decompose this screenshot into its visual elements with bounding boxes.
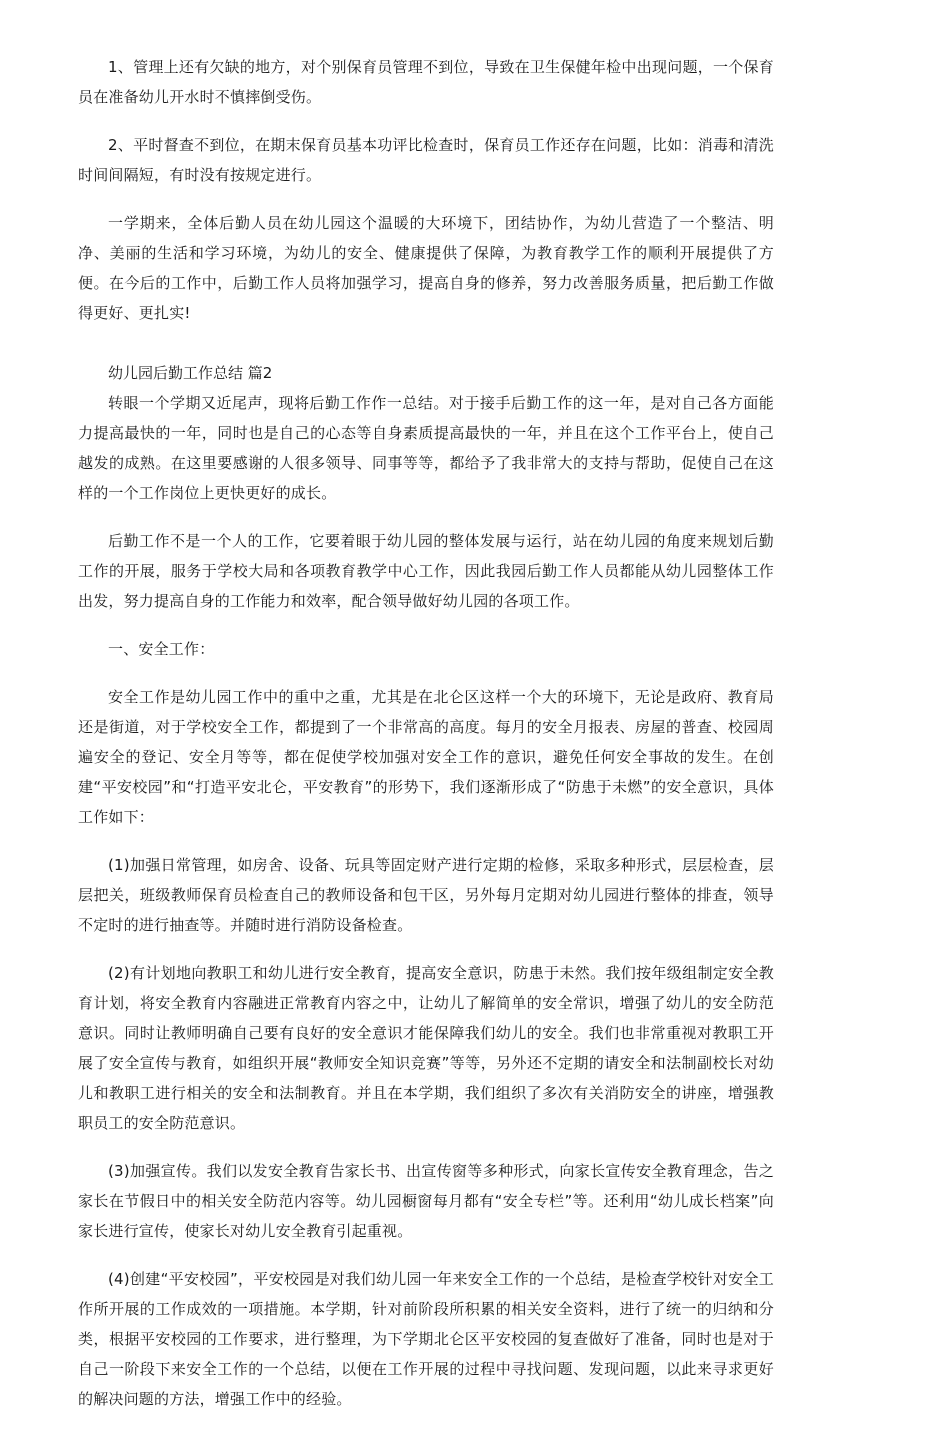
paragraph-overview: 后勤工作不是一个人的工作，它要着眼于幼儿园的整体发展与运行，站在幼儿园的角度来规划后勤工作的开展，服务于学校大局和各项教育教学中心工作，因此我园后勤工作人员都能从幼儿园整体工作出发，努力提高自身的工作能力和效率，配合领导做好幼儿园的各项工作。 (78, 532, 774, 610)
paragraph-safety-item-4: (4)创建“平安校园”，平安校园是对我们幼儿园一年来安全工作的一个总结，是检查学校针对安全工作所开展的工作成效的一项措施。本学期，针对前阶段所积累的相关安全资料，进行了统一的归纳和分类，根据平安校园的工作要求，进行整理，为下学期北仑区平安校园的复查做好了准备，同时也是对于自己一阶段下来安全工作的一个总结，以便在工作开展的过程中寻找问题、发现问题，以此来寻求更好的解决问题的方法，增强工作中的经验。 (78, 1270, 774, 1408)
paragraph-safety-item-1: (1)加强日常管理，如房舍、设备、玩具等固定财产进行定期的检修，采取多种形式，层层检查，层层把关，班级教师保育员检查自己的教师设备和包干区，另外每月定期对幼儿园进行整体的排查，领导不定时的进行抽查等。并随时进行消防设备检查。 (78, 856, 774, 934)
paragraph-problem-2: 2、平时督查不到位，在期末保育员基本功评比检查时，保育员工作还存在问题，比如：消毒和清洗时间间隔短，有时没有按规定进行。 (78, 136, 774, 184)
document-page (78, 52, 774, 1432)
subheading-safety: 一、安全工作： (108, 640, 215, 658)
section-title: 幼儿园后勤工作总结 篇2 (108, 364, 273, 382)
paragraph-safety-intro: 安全工作是幼儿园工作中的重中之重，尤其是在北仑区这样一个大的环境下，无论是政府、教育局还是街道，对于学校安全工作，都提到了一个非常高的高度。每月的安全月报表、房屋的普查、校园周遍安全的登记、安全月等等，都在促使学校加强对安全工作的意识，避免任何安全事故的发生。在创建“平安校园”和“打造平安北仑，平安教育”的形势下，我们逐渐形成了“防患于未燃”的安全意识，具体工作如下： (78, 688, 774, 826)
paragraph-safety-item-3: (3)加强宣传。我们以发安全教育告家长书、出宣传窗等多种形式，向家长宣传安全教育理念，告之家长在节假日中的相关安全防范内容等。幼儿园橱窗每月都有“安全专栏”等。还利用“幼儿成长档案”向家长进行宣传，使家长对幼儿安全教育引起重视。 (78, 1162, 774, 1240)
paragraph-intro: 转眼一个学期又近尾声，现将后勤工作作一总结。对于接手后勤工作的这一年，是对自己各方面能力提高最快的一年，同时也是自己的心态等自身素质提高最快的一年，并且在这个工作平台上，使自己越发的成熟。在这里要感谢的人很多领导、同事等等，都给予了我非常大的支持与帮助，促使自己在这样的一个工作岗位上更快更好的成长。 (78, 394, 774, 502)
paragraph-conclusion: 一学期来，全体后勤人员在幼儿园这个温暖的大环境下，团结协作，为幼儿营造了一个整洁、明净、美丽的生活和学习环境，为幼儿的安全、健康提供了保障，为教育教学工作的顺利开展提供了方便。在今后的工作中，后勤工作人员将加强学习，提高自身的修养，努力改善服务质量，把后勤工作做得更好、更扎实! (78, 214, 774, 322)
paragraph-safety-item-2: (2)有计划地向教职工和幼儿进行安全教育，提高安全意识，防患于未然。我们按年级组制定安全教育计划，将安全教育内容融进正常教育内容之中，让幼儿了解简单的安全常识，增强了幼儿的安全防范意识。同时让教师明确自己要有良好的安全意识才能保障我们幼儿的安全。我们也非常重视对教职工开展了安全宣传与教育，如组织开展“教师安全知识竞赛”等等，另外还不定期的请安全和法制副校长对幼儿和教职工进行相关的安全和法制教育。并且在本学期，我们组织了多次有关消防安全的讲座，增强教职员工的安全防范意识。 (78, 964, 774, 1132)
paragraph-problem-1: 1、管理上还有欠缺的地方，对个别保育员管理不到位，导致在卫生保健年检中出现问题，一个保育员在准备幼儿开水时不慎摔倒受伤。 (78, 58, 774, 106)
